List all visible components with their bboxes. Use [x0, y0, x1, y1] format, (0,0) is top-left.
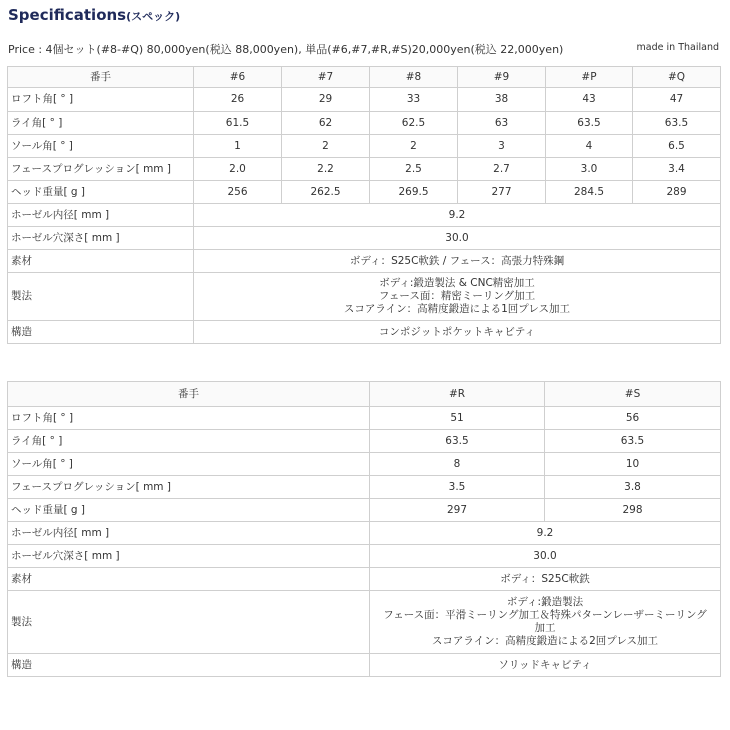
value-cell: 3 — [458, 135, 546, 158]
header-cell: #R — [370, 382, 545, 407]
row-label: ロフト角[ ° ] — [8, 407, 370, 430]
table-row-hosel-depth — [8, 227, 721, 250]
method-line: スコアライン：高精度鍛造による2回プレス加工 — [431, 635, 659, 647]
row-label: ソール角[ ° ] — [8, 453, 370, 476]
value-cell: 43 — [546, 88, 633, 112]
table-row — [8, 453, 721, 476]
row-label: ライ角[ ° ] — [8, 430, 370, 453]
value-cell: 1 — [194, 135, 282, 158]
row-label: ロフト角[ ° ] — [8, 88, 194, 112]
header-cell: #8 — [370, 67, 458, 88]
value-cell: 61.5 — [194, 112, 282, 135]
header-label-cell: 番手 — [8, 67, 194, 88]
value-cell: 262.5 — [282, 181, 370, 204]
row-label: ホーゼル穴深さ[ mm ] — [8, 227, 194, 250]
value-cell: 10 — [545, 453, 721, 476]
row-label: ライ角[ ° ] — [8, 112, 194, 135]
table-row-structure — [8, 321, 721, 344]
method-line: 加工 — [534, 622, 556, 634]
value-cell: コンポジットポケットキャビティ — [194, 321, 721, 344]
value-cell: 256 — [194, 181, 282, 204]
value-cell: 2.5 — [370, 158, 458, 181]
value-cell: 38 — [458, 88, 546, 112]
table-row-hosel-diameter — [8, 204, 721, 227]
table-row-hosel-diameter — [8, 522, 721, 545]
value-cell: 51 — [370, 407, 545, 430]
table-row — [8, 88, 721, 112]
value-cell: 8 — [370, 453, 545, 476]
header-cell: #6 — [194, 67, 282, 88]
header-cell: #P — [546, 67, 633, 88]
value-cell: 3.5 — [370, 476, 545, 499]
header-label-cell: 番手 — [8, 382, 370, 407]
value-cell: 62.5 — [370, 112, 458, 135]
method-line: フェース面：精密ミーリング加工 — [378, 290, 536, 302]
row-label: 製法 — [8, 591, 370, 654]
method-line: ボディ:鍛造製法 & CNC精密加工 — [379, 277, 535, 289]
value-cell: ソリッドキャビティ — [370, 654, 721, 677]
row-label: フェースプログレッション[ mm ] — [8, 476, 370, 499]
value-cell: 63.5 — [370, 430, 545, 453]
page-title — [8, 4, 180, 28]
value-cell: 56 — [545, 407, 721, 430]
value-cell: 33 — [370, 88, 458, 112]
value-cell: 6.5 — [633, 135, 721, 158]
value-cell: 3.4 — [633, 158, 721, 181]
table-row-structure — [8, 654, 721, 677]
value-cell: 2 — [282, 135, 370, 158]
table-row — [8, 476, 721, 499]
table-row-method — [8, 273, 721, 321]
table-row-method — [8, 591, 721, 654]
value-cell: 3.8 — [545, 476, 721, 499]
row-label: 素材 — [8, 568, 370, 591]
table-row-hosel-depth — [8, 545, 721, 568]
value-cell: 284.5 — [546, 181, 633, 204]
table-row — [8, 181, 721, 204]
value-cell: 3.0 — [546, 158, 633, 181]
row-label: フェースプログレッション[ mm ] — [8, 158, 194, 181]
table-row — [8, 158, 721, 181]
row-label: 素材 — [8, 250, 194, 273]
row-label: ソール角[ ° ] — [8, 135, 194, 158]
spec-table-irons — [7, 66, 721, 344]
value-cell: 63 — [458, 112, 546, 135]
value-cell: 2.0 — [194, 158, 282, 181]
value-cell: 298 — [545, 499, 721, 522]
row-label: ホーゼル内径[ mm ] — [8, 522, 370, 545]
method-line: ボディ:鍛造製法 — [506, 596, 584, 608]
table-header-row — [8, 382, 721, 407]
header-cell: #9 — [458, 67, 546, 88]
value-cell: 63.5 — [545, 430, 721, 453]
table-row — [8, 407, 721, 430]
value-cell: 2 — [370, 135, 458, 158]
table-row — [8, 112, 721, 135]
value-cell: 62 — [282, 112, 370, 135]
value-cell: ボディ：S25C軟鉄 / フェース：高張力特殊鋼 — [194, 250, 721, 273]
header-cell: #Q — [633, 67, 721, 88]
value-cell: 63.5 — [633, 112, 721, 135]
value-cell: 2.2 — [282, 158, 370, 181]
value-cell: 47 — [633, 88, 721, 112]
header-cell: #7 — [282, 67, 370, 88]
row-label: ヘッド重量[ g ] — [8, 499, 370, 522]
table-row-material — [8, 568, 721, 591]
value-cell: 9.2 — [194, 204, 721, 227]
value-cell: 30.0 — [194, 227, 721, 250]
value-cell: 26 — [194, 88, 282, 112]
value-cell: 289 — [633, 181, 721, 204]
method-cell — [194, 273, 721, 321]
value-cell: 30.0 — [370, 545, 721, 568]
row-label: ホーゼル内径[ mm ] — [8, 204, 194, 227]
spec-table-wedges — [7, 381, 721, 677]
title-main: Specifications — [8, 6, 127, 24]
value-cell: 2.7 — [458, 158, 546, 181]
value-cell: 269.5 — [370, 181, 458, 204]
row-label: ヘッド重量[ g ] — [8, 181, 194, 204]
table-row — [8, 430, 721, 453]
value-cell: ボディ：S25C軟鉄 — [370, 568, 721, 591]
value-cell: 297 — [370, 499, 545, 522]
row-label: 構造 — [8, 321, 194, 344]
method-line: スコアライン：高精度鍛造による1回プレス加工 — [343, 303, 571, 315]
made-in-text: made in Thailand — [636, 42, 719, 53]
table-row — [8, 135, 721, 158]
table-header-row — [8, 67, 721, 88]
table-row — [8, 499, 721, 522]
method-line: フェース面：平滑ミーリング加工＆特殊パターンレーザーミーリング — [383, 609, 707, 621]
method-cell — [370, 591, 721, 654]
header-cell: #S — [545, 382, 721, 407]
value-cell: 9.2 — [370, 522, 721, 545]
price-text: Price : 4個セット(#8-#Q) 80,000yen(税込 88,000yen), 単品(#6,#7,#R,#S)20,000yen(税込 22,000yen) — [8, 43, 564, 56]
value-cell: 63.5 — [546, 112, 633, 135]
value-cell: 4 — [546, 135, 633, 158]
value-cell: 29 — [282, 88, 370, 112]
row-label: 構造 — [8, 654, 370, 677]
row-label: ホーゼル穴深さ[ mm ] — [8, 545, 370, 568]
title-subtitle: (スペック) — [126, 10, 181, 23]
value-cell: 277 — [458, 181, 546, 204]
row-label: 製法 — [8, 273, 194, 321]
table-row-material — [8, 250, 721, 273]
